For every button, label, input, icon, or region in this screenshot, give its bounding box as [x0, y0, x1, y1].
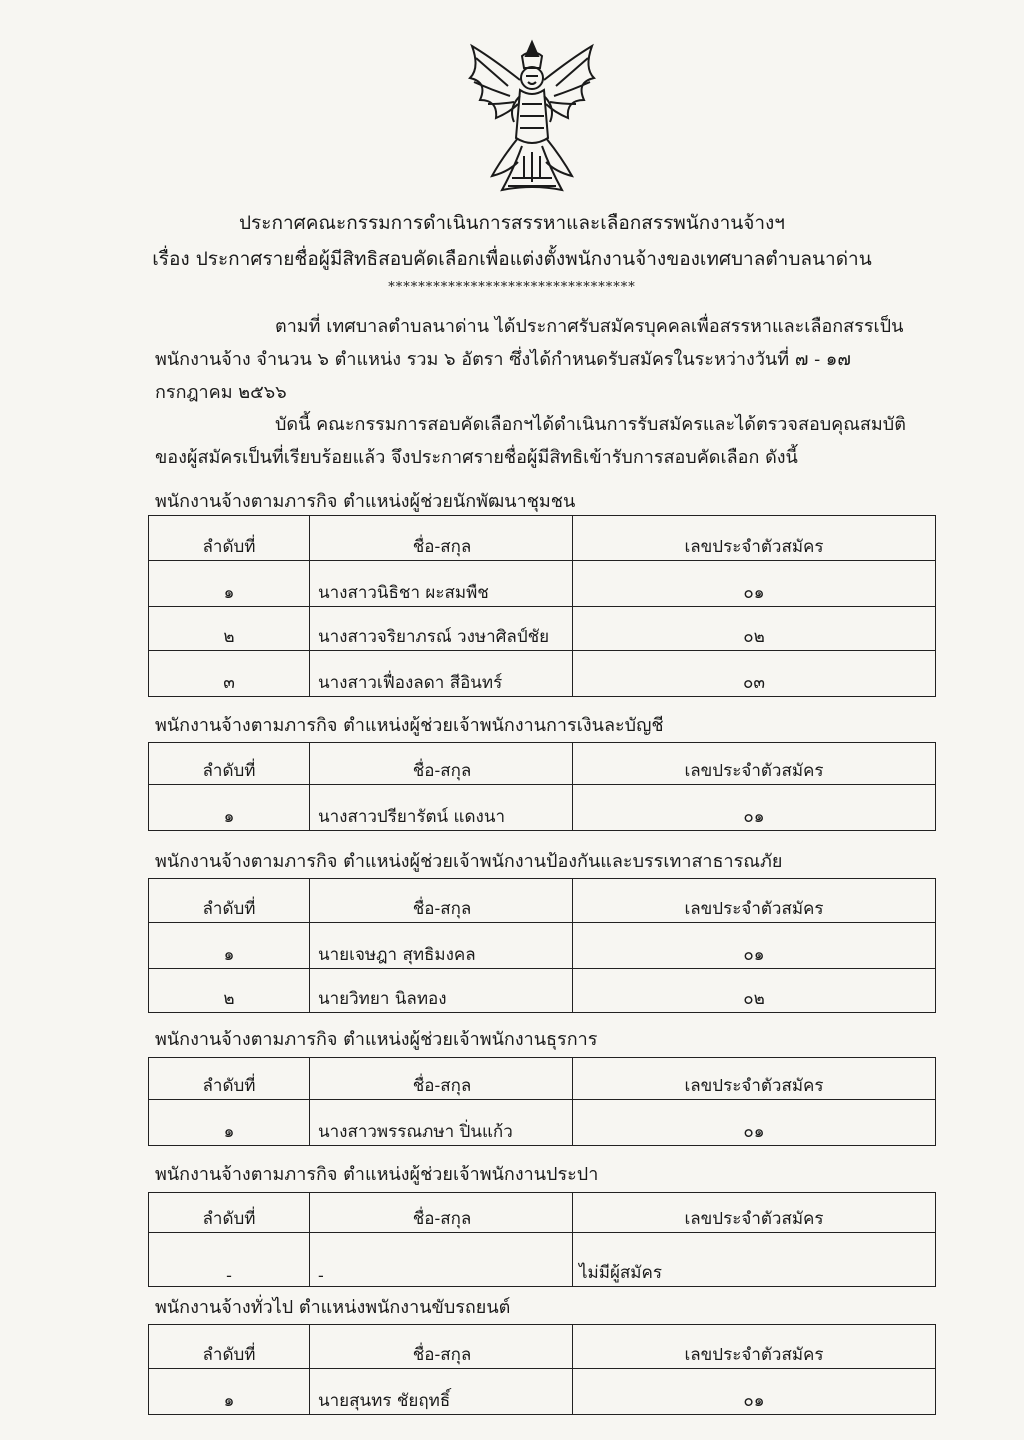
table-row — [149, 969, 936, 1013]
cell-id: ๐๑ — [573, 1100, 936, 1146]
table-row — [149, 651, 936, 697]
cell-name: นายสุนทร ชัยฤทธิ์ — [310, 1369, 573, 1415]
announcement-title: ประกาศคณะกรรมการดำเนินการสรรหาและเลือกสรรพนักงานจ้างฯ — [239, 212, 785, 234]
roster-table — [148, 515, 936, 697]
header-name: ชื่อ-สกุล — [310, 1325, 573, 1369]
table-header-row — [149, 1193, 936, 1233]
table-header-row — [149, 1325, 936, 1369]
cell-seq: ๒ — [149, 607, 310, 651]
table-row — [149, 607, 936, 651]
paragraph-intro — [155, 310, 925, 409]
cell-id: ๐๒ — [573, 969, 936, 1013]
header-name: ชื่อ-สกุล — [310, 879, 573, 923]
paragraph-notice-text: บัดนี้ คณะกรรมการสอบคัดเลือกฯได้ดำเนินการรับสมัครและได้ตรวจสอบคุณสมบัติของผู้สมัครเป็นที่เรียบร้อยแล้ว จึงประกาศรายชื่อผู้มีสิทธิเข้ารับการสอบคัดเลือก ดังนี้ — [155, 414, 906, 468]
table-row — [149, 1100, 936, 1146]
cell-seq: ๑ — [149, 561, 310, 607]
table-header-row — [149, 743, 936, 785]
cell-id: ๐๑ — [573, 1369, 936, 1415]
title-separator: ********************************* — [388, 280, 636, 295]
header-seq: ลำดับที่ — [149, 743, 310, 785]
table-header-row — [149, 516, 936, 561]
cell-name: นางสาวจริยาภรณ์ วงษาศิลป์ชัย — [310, 607, 573, 651]
roster-table — [148, 742, 936, 831]
cell-id: ๐๑ — [573, 923, 936, 969]
roster-table — [148, 1324, 936, 1415]
table-row — [149, 785, 936, 831]
section-title: พนักงานจ้างตามภารกิจ ตำแหน่งผู้ช่วยนักพัฒนาชุมชน — [155, 491, 576, 512]
section-title: พนักงานจ้างตามภารกิจ ตำแหน่งผู้ช่วยเจ้าพนักงานป้องกันและบรรเทาสาธารณภัย — [155, 851, 783, 872]
header-seq: ลำดับที่ — [149, 1325, 310, 1369]
header-id: เลขประจำตัวสมัคร — [573, 743, 936, 785]
section-title: พนักงานจ้างทั่วไป ตำแหน่งพนักงานขับรถยนต์ — [155, 1297, 511, 1318]
header-name: ชื่อ-สกุล — [310, 516, 573, 561]
cell-name: นางสาวเฟื่องลดา สีอินทร์ — [310, 651, 573, 697]
cell-seq: ๑ — [149, 785, 310, 831]
table-header-row — [149, 879, 936, 923]
section-title: พนักงานจ้างตามภารกิจ ตำแหน่งผู้ช่วยเจ้าพนักงานประปา — [155, 1164, 599, 1185]
header-id: เลขประจำตัวสมัคร — [573, 1058, 936, 1100]
garuda-emblem-icon — [462, 38, 602, 198]
header-id: เลขประจำตัวสมัคร — [573, 516, 936, 561]
cell-id: ๐๒ — [573, 607, 936, 651]
cell-seq: ๓ — [149, 651, 310, 697]
header-id: เลขประจำตัวสมัคร — [573, 879, 936, 923]
cell-name: นางสาวพรรณภษา ปิ่นแก้ว — [310, 1100, 573, 1146]
header-id: เลขประจำตัวสมัคร — [573, 1325, 936, 1369]
cell-name: นายเจษฎา สุทธิมงคล — [310, 923, 573, 969]
header-name: ชื่อ-สกุล — [310, 1193, 573, 1233]
paragraph-notice — [155, 408, 925, 474]
table-row — [149, 1369, 936, 1415]
header-seq: ลำดับที่ — [149, 516, 310, 561]
cell-seq: ๒ — [149, 969, 310, 1013]
cell-seq: ๑ — [149, 1369, 310, 1415]
header-name: ชื่อ-สกุล — [310, 1058, 573, 1100]
cell-id: ๐๑ — [573, 561, 936, 607]
table-row — [149, 1233, 936, 1287]
table-header-row — [149, 1058, 936, 1100]
roster-table — [148, 1057, 936, 1146]
section-title: พนักงานจ้างตามภารกิจ ตำแหน่งผู้ช่วยเจ้าพนักงานการเงินละบัญชี — [155, 715, 664, 736]
roster-table — [148, 1192, 936, 1287]
cell-seq: - — [149, 1233, 310, 1287]
table-row — [149, 561, 936, 607]
table-row — [149, 923, 936, 969]
cell-id: ๐๑ — [573, 785, 936, 831]
cell-name: นายวิทยา นิลทอง — [310, 969, 573, 1013]
paragraph-intro-text: ตามที่ เทศบาลตำบลนาด่าน ได้ประกาศรับสมัครบุคคลเพื่อสรรหาและเลือกสรรเป็นพนักงานจ้าง จำนวน ๖ ตำแหน่ง รวม ๖ อัตรา ซึ่งได้กำหนดรับสมัครในระหว่างวันที่ ๗ - ๑๗ กรกฎาคม ๒๕๖๖ — [155, 316, 904, 403]
roster-table — [148, 878, 936, 1013]
cell-seq: ๑ — [149, 1100, 310, 1146]
cell-id: ไม่มีผู้สมัคร — [573, 1233, 936, 1287]
cell-id: ๐๓ — [573, 651, 936, 697]
header-seq: ลำดับที่ — [149, 1193, 310, 1233]
section-title: พนักงานจ้างตามภารกิจ ตำแหน่งผู้ช่วยเจ้าพนักงานธุรการ — [155, 1029, 598, 1050]
header-name: ชื่อ-สกุล — [310, 743, 573, 785]
cell-seq: ๑ — [149, 923, 310, 969]
header-seq: ลำดับที่ — [149, 879, 310, 923]
cell-name: นางสาวนิธิชา ผะสมพืช — [310, 561, 573, 607]
cell-name: - — [310, 1233, 573, 1287]
announcement-subject: เรื่อง ประกาศรายชื่อผู้มีสิทธิสอบคัดเลือกเพื่อแต่งตั้งพนักงานจ้างของเทศบาลตำบลนาด่าน — [152, 248, 872, 270]
header-id: เลขประจำตัวสมัคร — [573, 1193, 936, 1233]
cell-name: นางสาวปรียารัตน์ แดงนา — [310, 785, 573, 831]
header-seq: ลำดับที่ — [149, 1058, 310, 1100]
